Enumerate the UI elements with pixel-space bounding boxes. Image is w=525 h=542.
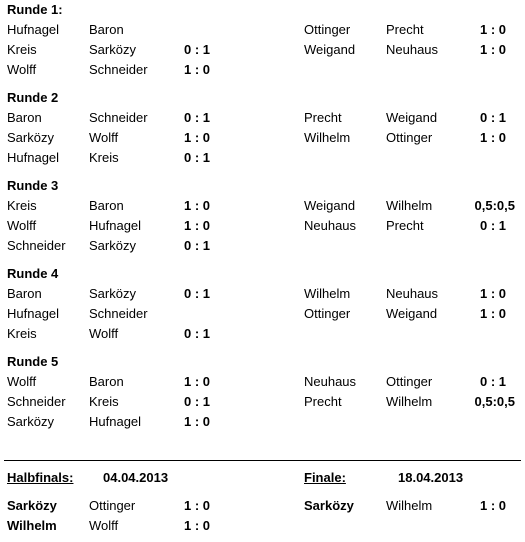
match-player-1: Wolff: [7, 218, 37, 233]
match-score: 0 : 1: [183, 150, 210, 165]
match-player-1: Wolff: [7, 374, 37, 389]
match-player-1: Precht: [304, 394, 342, 409]
match-score: 0 : 1: [183, 326, 210, 341]
match-score: 1 : 0: [183, 518, 210, 533]
finale-label: Finale:: [304, 470, 346, 485]
match-player-2: Baron: [89, 374, 124, 389]
semifinal-winner: Sarközy: [7, 498, 57, 513]
match-player-1: Hufnagel: [7, 22, 60, 37]
match-player-2: Wolff: [89, 130, 119, 145]
section-divider: [4, 460, 521, 461]
match-score: 1 : 0: [479, 286, 506, 301]
match-score: 1 : 0: [479, 306, 506, 321]
match-player-1: Ottinger: [304, 22, 351, 37]
match-player-1: Kreis: [7, 326, 37, 341]
match-player-1: Weigand: [304, 198, 356, 213]
match-player-1: Kreis: [7, 42, 37, 57]
finale-date: 18.04.2013: [398, 470, 464, 485]
match-score: 1 : 0: [183, 498, 210, 513]
match-score: 1 : 0: [183, 198, 210, 213]
match-player-1: Wilhelm: [304, 286, 351, 301]
match-player-1: Sarközy: [7, 130, 54, 145]
match-player-1: Neuhaus: [304, 218, 357, 233]
match-player-2: Precht: [386, 22, 424, 37]
match-player-2: Neuhaus: [386, 286, 439, 301]
match-score: 1 : 0: [183, 62, 210, 77]
match-score: 0 : 1: [183, 110, 210, 125]
match-score: 1 : 0: [479, 498, 506, 513]
semifinal-opponent: Wolff: [89, 518, 119, 533]
final-opponent: Wilhelm: [386, 498, 433, 513]
match-player-2: Weigand: [386, 110, 438, 125]
match-player-1: Neuhaus: [304, 374, 357, 389]
match-score: 1 : 0: [183, 130, 210, 145]
match-player-2: Weigand: [386, 306, 438, 321]
match-player-1: Baron: [7, 110, 42, 125]
halbfinals-label: Halbfinals:: [7, 470, 74, 485]
match-player-2: Hufnagel: [89, 414, 142, 429]
match-player-2: Baron: [89, 22, 124, 37]
match-player-1: Wilhelm: [304, 130, 351, 145]
match-player-2: Schneider: [89, 62, 148, 77]
match-player-2: Sarközy: [89, 42, 136, 57]
round-1-title: Runde 1:: [7, 2, 63, 17]
match-player-1: Baron: [7, 286, 42, 301]
match-score: 1 : 0: [183, 414, 210, 429]
match-player-1: Precht: [304, 110, 342, 125]
match-player-1: Hufnagel: [7, 150, 60, 165]
match-score: 1 : 0: [479, 22, 506, 37]
match-player-1: Schneider: [7, 394, 66, 409]
match-score: 1 : 0: [183, 218, 210, 233]
match-score: 0 : 1: [479, 110, 506, 125]
match-score: 1 : 0: [479, 130, 506, 145]
match-score: 0 : 1: [479, 374, 506, 389]
match-score: 0 : 1: [183, 238, 210, 253]
match-player-2: Hufnagel: [89, 218, 142, 233]
match-score: 0 : 1: [183, 394, 210, 409]
round-3-title: Runde 3: [7, 178, 59, 193]
match-player-1: Sarközy: [7, 414, 54, 429]
round-4-title: Runde 4: [7, 266, 59, 281]
match-player-2: Neuhaus: [386, 42, 439, 57]
match-player-1: Hufnagel: [7, 306, 60, 321]
match-score: 1 : 0: [479, 42, 506, 57]
match-player-2: Wilhelm: [386, 394, 433, 409]
halbfinals-date: 04.04.2013: [103, 470, 169, 485]
match-score: 0 : 1: [183, 42, 210, 57]
match-score: 0 : 1: [183, 286, 210, 301]
round-2-title: Runde 2: [7, 90, 59, 105]
match-score: 1 : 0: [183, 374, 210, 389]
match-player-2: Ottinger: [386, 130, 433, 145]
match-player-2: Kreis: [89, 394, 119, 409]
match-player-1: Schneider: [7, 238, 66, 253]
match-score: 0,5:0,5: [474, 394, 515, 409]
match-player-1: Weigand: [304, 42, 356, 57]
match-score: 0,5:0,5: [474, 198, 515, 213]
match-player-2: Schneider: [89, 110, 148, 125]
match-player-1: Wolff: [7, 62, 37, 77]
match-player-2: Kreis: [89, 150, 119, 165]
semifinal-opponent: Ottinger: [89, 498, 136, 513]
match-player-2: Schneider: [89, 306, 148, 321]
final-winner: Sarközy: [304, 498, 354, 513]
match-player-2: Ottinger: [386, 374, 433, 389]
match-player-2: Sarközy: [89, 286, 136, 301]
match-player-1: Kreis: [7, 198, 37, 213]
match-player-2: Wolff: [89, 326, 119, 341]
match-player-1: Ottinger: [304, 306, 351, 321]
match-score: 0 : 1: [479, 218, 506, 233]
match-player-2: Sarközy: [89, 238, 136, 253]
match-player-2: Wilhelm: [386, 198, 433, 213]
round-5-title: Runde 5: [7, 354, 59, 369]
match-player-2: Precht: [386, 218, 424, 233]
semifinal-winner: Wilhelm: [7, 518, 57, 533]
match-player-2: Baron: [89, 198, 124, 213]
